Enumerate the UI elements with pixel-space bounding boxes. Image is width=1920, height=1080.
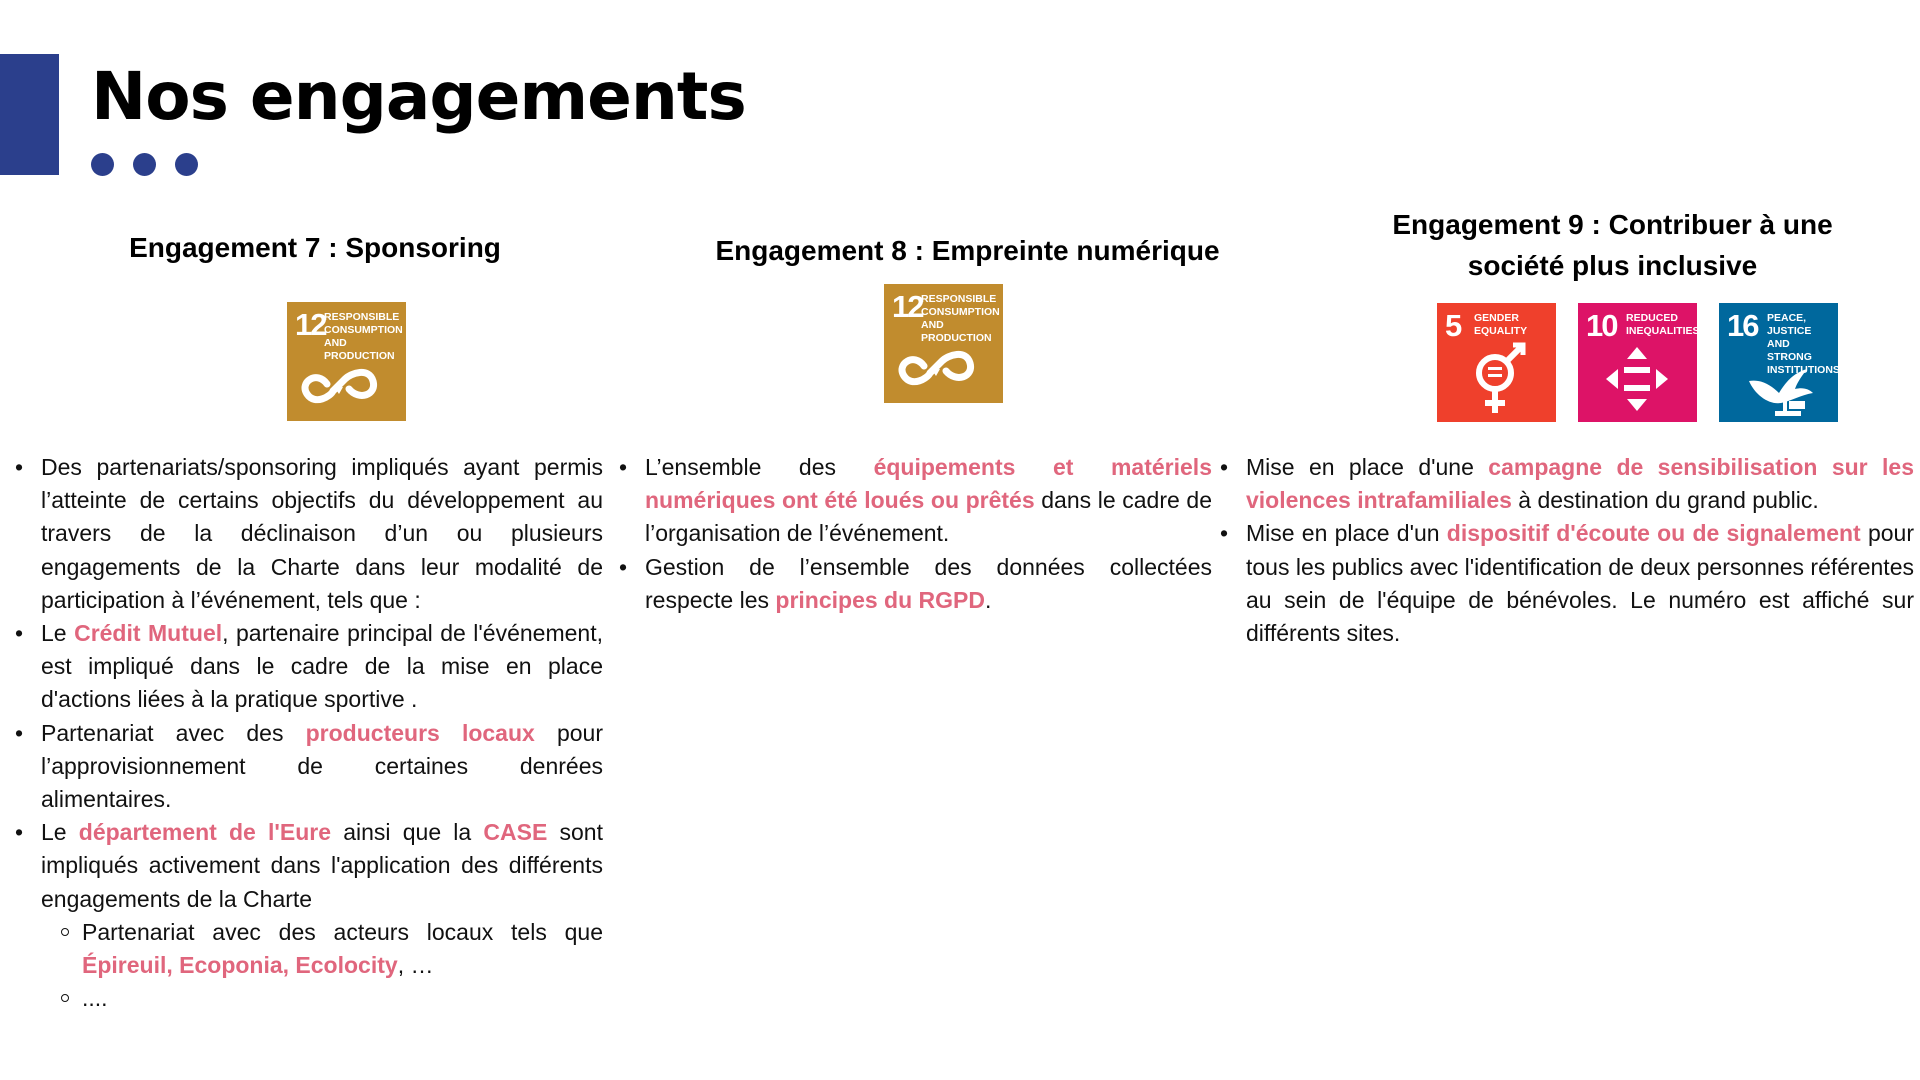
sdg-12-icon: 12 RESPONSIBLE CONSUMPTION AND PRODUCTION bbox=[287, 302, 406, 421]
decorative-dots bbox=[91, 153, 198, 176]
list-item: • L’ensemble des équipements et matériels numériques ont été loués ou prêtés dans le cadre de l’organisation de l’événement. bbox=[645, 451, 1212, 551]
engagement-9-heading: Engagement 9 : Contribuer à une société plus inclusive bbox=[1392, 209, 1833, 281]
list-item: • Mise en place d'un dispositif d'écoute ou de signalement pour tous les publics avec l'identification de deux personnes référentes au sein de l'équipe de bénévoles. Le numéro est affiché sur différents sites. bbox=[1246, 517, 1914, 650]
page-title: Nos engagements bbox=[91, 58, 746, 135]
dot bbox=[91, 153, 114, 176]
list-item: • Gestion de l’ensemble des données collectées respecte les principes du RGPD. bbox=[645, 551, 1212, 617]
list-item: • Partenariat avec des producteurs locaux pour l’approvisionnement de certaines denrées alimentaires. bbox=[41, 717, 603, 817]
sdg-5-icon: 5 GENDER EQUALITY bbox=[1437, 303, 1556, 422]
list-item: • Mise en place d'une campagne de sensibilisation sur les violences intrafamiliales à destination du grand public. bbox=[1246, 451, 1914, 517]
sdg-label: GENDER EQUALITY bbox=[1474, 312, 1528, 337]
dot bbox=[175, 153, 198, 176]
engagement-8-icons bbox=[884, 284, 1003, 403]
sdg-label: REDUCED INEQUALITIES bbox=[1626, 312, 1700, 337]
sub-list-item: Partenariat avec des acteurs locaux tels que Épireuil, Ecoponia, Ecolocity, … bbox=[82, 916, 603, 982]
list-item: • Le Crédit Mutuel, partenaire principal de l'événement, est impliqué dans le cadre de la mise en place d'actions liées à la pratique sportive . bbox=[41, 617, 603, 717]
engagement-7-list bbox=[41, 451, 603, 1015]
engagement-9-list bbox=[1246, 451, 1914, 650]
sdg-10-icon: 10 REDUCED INEQUALITIES bbox=[1578, 303, 1697, 422]
sdg-12-icon: 12 RESPONSIBLE CONSUMPTION AND PRODUCTION bbox=[884, 284, 1003, 403]
dot bbox=[133, 153, 156, 176]
list-item: • Le département de l'Eure ainsi que la CASE sont impliqués activement dans l'application des différents engagements de la Charte bbox=[41, 816, 603, 916]
sdg-label: RESPONSIBLE CONSUMPTION AND PRODUCTION bbox=[921, 293, 1000, 344]
list-item: • Des partenariats/sponsoring impliqués ayant permis l’atteinte de certains objectifs du développement au travers de la déclinaison d’un ou plusieurs engagements de la Charte dans leur modalité de participation à l’événement, tels que : bbox=[41, 451, 603, 617]
sub-list-item: .... bbox=[82, 982, 603, 1015]
engagement-9-icons bbox=[1437, 303, 1838, 422]
sdg-16-icon: 16 PEACE, JUSTICE AND STRONG INSTITUTIONS bbox=[1719, 303, 1838, 422]
sdg-label: PEACE, JUSTICE AND STRONG INSTITUTIONS bbox=[1767, 312, 1840, 376]
engagement-7-heading: Engagement 7 : Sponsoring bbox=[129, 232, 501, 263]
sdg-label: RESPONSIBLE CONSUMPTION AND PRODUCTION bbox=[324, 311, 403, 362]
engagement-8-list bbox=[645, 451, 1212, 617]
engagement-7-icons bbox=[287, 302, 406, 421]
accent-bar bbox=[0, 54, 59, 175]
engagement-8-heading: Engagement 8 : Empreinte numérique bbox=[715, 235, 1220, 266]
